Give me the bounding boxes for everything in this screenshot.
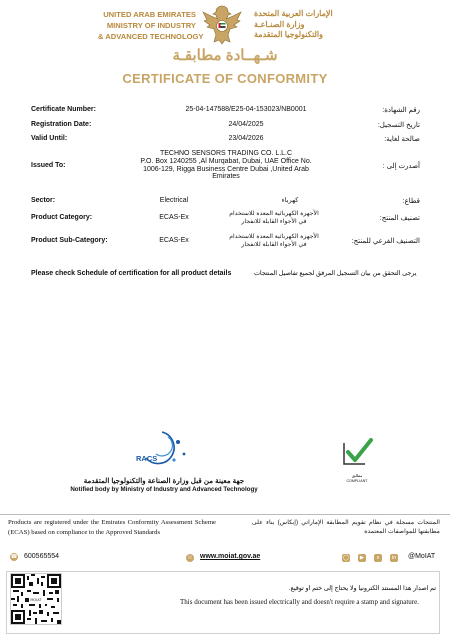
signature-note-ar: تم اصدار هذا المستند الكترونيا ولا يحتاج إلى ختم او توقيع. (288, 585, 436, 592)
product-sub-category-row (0, 233, 450, 251)
linkedin-icon[interactable]: in (391, 555, 397, 561)
sector-value: Electrical (159, 197, 189, 204)
ministry-line-2: MINISTRY OF INDUSTRY (106, 21, 196, 30)
valid-until-label-ar: صالحة لغاية: (384, 136, 420, 143)
sector-label-ar: قطاع: (402, 198, 420, 205)
qr-code[interactable] (10, 573, 62, 625)
product-category-ar-line-1: الأجهزة الكهربائية المعدة للاستخدام (229, 210, 319, 217)
ministry-name-ar (254, 9, 360, 41)
footer-divider (0, 514, 450, 515)
youtube-icon[interactable]: ▶ (359, 555, 365, 561)
notified-body-en: Notified body by Ministry of Industry and Advanced Technology (70, 486, 258, 493)
compliant-check-icon (339, 437, 375, 469)
product-sub-category-label-ar: التصنيف الفرعي للمنتج: (351, 238, 420, 245)
issued-to-address-1: P.O. Box 1240255 ,Al Murqabat, Dubai, UAE Office No. (140, 157, 312, 165)
certificate-number-label: Certificate Number: (31, 106, 96, 113)
x-twitter-icon[interactable]: x (374, 554, 382, 562)
racs-label: RACS (136, 454, 158, 463)
globe-icon: ☉ (187, 555, 193, 561)
valid-until-label: Valid Until: (31, 135, 68, 142)
issued-to-company: TECHNO SENSORS TRADING CO. L.L.C (159, 150, 293, 157)
ministry-ar-line-2: وزارة الصنـاعـة (254, 19, 305, 29)
product-category-ar-line-2: في الأجواء القابلة للانفجار (241, 217, 307, 225)
product-category-label-ar: تصنيف المنتج: (379, 215, 420, 222)
instagram-icon[interactable]: ◯ (342, 555, 350, 561)
schedule-note-en: Please check Schedule of certification for all product details (31, 270, 232, 277)
product-sub-category-value: ECAS-Ex (159, 237, 189, 244)
compliant-label: COMPLIANT (346, 479, 368, 483)
sector-value-ar: كهرباء (281, 197, 299, 204)
website-link[interactable]: www.moiat.gov.ae (200, 553, 261, 560)
racs-logo (134, 428, 194, 472)
registration-date-value: 24/04/2025 (228, 121, 264, 128)
registration-statement-ar: المنتجات مسجلة في نظام تقويم المطابقة الإماراتي (إيكاس) بناء على مطابقتها للمواصفات المعتمدة (252, 519, 440, 535)
product-category-value: ECAS-Ex (159, 214, 189, 221)
ministry-line-3: & ADVANCED TECHNOLOGY (98, 32, 204, 41)
compliant-label-ar: مطابق (351, 474, 363, 478)
product-category-value-ar (216, 210, 332, 225)
social-handle[interactable]: @MoIAT (408, 553, 436, 560)
signature-note-en: This document has been issued electrically and doesn't require a stamp and signature. (180, 598, 419, 606)
ministry-name-en (98, 9, 204, 42)
issued-to-row (0, 150, 450, 186)
issued-to-label-ar: أصدرت إلى : (382, 163, 420, 170)
product-sub-category-value-ar (216, 233, 332, 248)
issued-to-address-3: Emirates (212, 173, 240, 181)
contact-bar (0, 550, 450, 568)
uae-falcon-emblem-icon (199, 2, 245, 46)
qr-code-icon (11, 574, 61, 624)
ministry-line-1: UNITED ARAB EMIRATES (103, 10, 196, 19)
ministry-ar-line-3: والتكنولوجيا المتقدمة (254, 30, 324, 39)
registration-statement-en: Products are registered under the Emirates Conformity Assessment Scheme (ECAS) based on compliance to the Approved Standards (8, 519, 216, 536)
schedule-note-ar: يرجى التحقق من بيان التسجيل المرفق لجميع تفاصيل المنتجات (254, 270, 417, 277)
registration-date-label: Registration Date: (31, 121, 92, 128)
ministry-ar-line-1: الإمارات العربية المتحدة (254, 9, 333, 18)
registration-date-label-ar: تاريخ التسجيل: (377, 122, 420, 129)
phone-icon: ☎ (10, 554, 18, 560)
product-category-label: Product Category: (31, 214, 93, 221)
certificate-title-en: CERTIFICATE OF CONFORMITY (122, 71, 328, 86)
issued-to-address-2: 1006-129, Rigga Business Centre Dubai ,United Arab (143, 165, 309, 173)
compliant-mark (339, 437, 375, 483)
certificate-number-value: 25-04-147588/E25-04-153023/NB0001 (185, 106, 307, 113)
issued-to-label: Issued To: (31, 162, 66, 169)
valid-until-value: 23/04/2026 (228, 135, 264, 142)
product-category-row (0, 210, 450, 228)
issued-to-value (120, 150, 332, 181)
sector-label: Sector: (31, 197, 56, 204)
phone-number[interactable]: 600565554 (24, 553, 60, 560)
notified-body-ar: جهة معينة من قبل وزارة الصناعة والتكنولوجيا المتقدمة (83, 476, 245, 485)
certificate-title-ar: شـهــادة مطابقـة (172, 47, 278, 64)
qr-label: MOIAT (30, 597, 42, 602)
product-sub-category-ar-line-2: في الأجواء القابلة للانفجار (241, 240, 307, 248)
product-sub-category-label: Product Sub-Category: (31, 237, 108, 244)
certificate-number-label-ar: رقم الشهادة: (382, 107, 420, 114)
product-sub-category-ar-line-1: الأجهزة الكهربائية المعدة للاستخدام (229, 233, 319, 240)
